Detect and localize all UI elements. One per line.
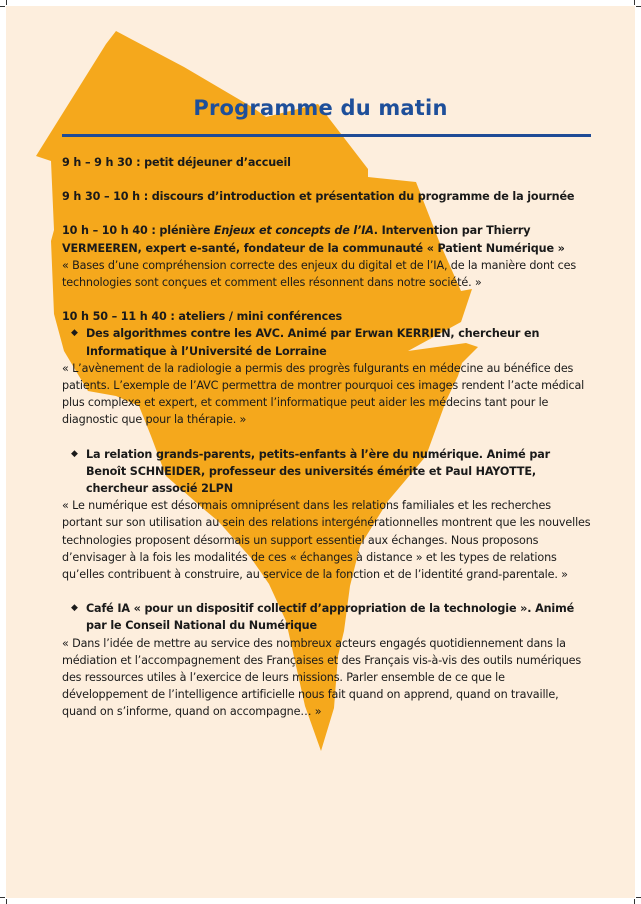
title-underline <box>62 134 591 137</box>
workshop-title: ◆ Des algorithmes contre les AVC. Animé par Erwan KERRIEN, chercheur en Informatique à l’Université de Lorraine <box>71 327 540 358</box>
workshop-quote: « Dans l’idée de mettre au service des nombreux acteurs engagés quotidiennement dans la médiation et l’accompagnement des Françaises et des Français vis-à-vis des outils numériques des ressources utiles à l’exercice de leurs missions. Parler ensemble de ce que le développement de l’intelligence artificielle nous fait quand on apprend, quand on travaille, quand on s’informe, quand on accompagne… » <box>62 636 582 719</box>
time-slot: 10 h 50 – 11 h 40 : <box>62 310 175 324</box>
crop-mark <box>636 897 641 898</box>
crop-mark <box>6 0 7 5</box>
diamond-bullet-icon: ◆ <box>71 328 78 339</box>
crop-mark <box>0 6 5 7</box>
item-label: ateliers / mini conférences <box>174 310 343 324</box>
plenary-title: Enjeux et concepts de l’IA <box>213 224 374 238</box>
document-page <box>6 6 635 898</box>
schedule-item-opening <box>62 188 592 205</box>
speaker-info: . Intervention par Thierry VERMEEREN, expert e-santé, fondateur de la communauté « Patient Numérique » <box>62 224 565 255</box>
diamond-bullet-icon: ◆ <box>71 448 78 459</box>
item-label: discours d’introduction et présentation du programme de la journée <box>148 190 575 204</box>
diamond-bullet-icon: ◆ <box>71 603 78 614</box>
crop-mark <box>634 0 635 5</box>
crop-mark <box>6 899 7 904</box>
crop-mark <box>634 899 635 904</box>
item-label: plénière <box>155 224 214 238</box>
workshop-quote: « Le numérique est désormais omniprésent dans les relations familiales et les recherches portant sur son utilisation au sein des relations intergénérationnelles montrent que les nouvelles technologies proposent désormais un support essentiel aux échanges. Nous proposons d’envisager à la fois les modalités de ces « échanges à distance » et les types de relations qu’elles contribuent à construire, au service de la fonction et de l’identité grand-parentale. » <box>62 499 591 582</box>
workshop-title: ◆ La relation grands-parents, petits-enfants à l’ère du numérique. Animé par Benoît SCHNEIDER, professeur des universités émérite et Paul HAYOTTE, chercheur associé 2LPN <box>71 447 550 496</box>
item-label: petit déjeuner d’accueil <box>140 156 291 169</box>
schedule-item-breakfast <box>62 154 592 171</box>
workshop-title: ◆ Café IA « pour un dispositif collectif d’appropriation de la technologie ». Animé par le Conseil National du Numérique <box>71 602 575 633</box>
programme-content <box>62 154 592 721</box>
schedule-item-plenary <box>62 222 592 256</box>
time-slot: 9 h – 9 h 30 : <box>62 156 141 169</box>
time-slot: 9 h 30 – 10 h : <box>62 190 149 204</box>
crop-mark <box>0 897 5 898</box>
crop-mark <box>636 6 641 7</box>
plenary-quote: « Bases d’une compréhension correcte des enjeux du digital et de l’IA, de la manière dont ces technologies sont conçues et comment elles résonnent dans notre société. » <box>62 258 576 290</box>
page-title: Programme du matin <box>193 96 448 120</box>
time-slot: 10 h – 10 h 40 : <box>62 224 156 238</box>
schedule-item-workshops <box>62 308 592 325</box>
workshop-quote: « L’avènement de la radiologie a permis des progrès fulgurants en médecine au bénéfice des patients. L’exemple de l’AVC permettra de montrer pourquoi ces images rendent l’acte médical plus complexe et expert, et comment l’informatique peut aider les médecins tant pour le diagnostic que pour la thérapie. » <box>62 361 585 427</box>
